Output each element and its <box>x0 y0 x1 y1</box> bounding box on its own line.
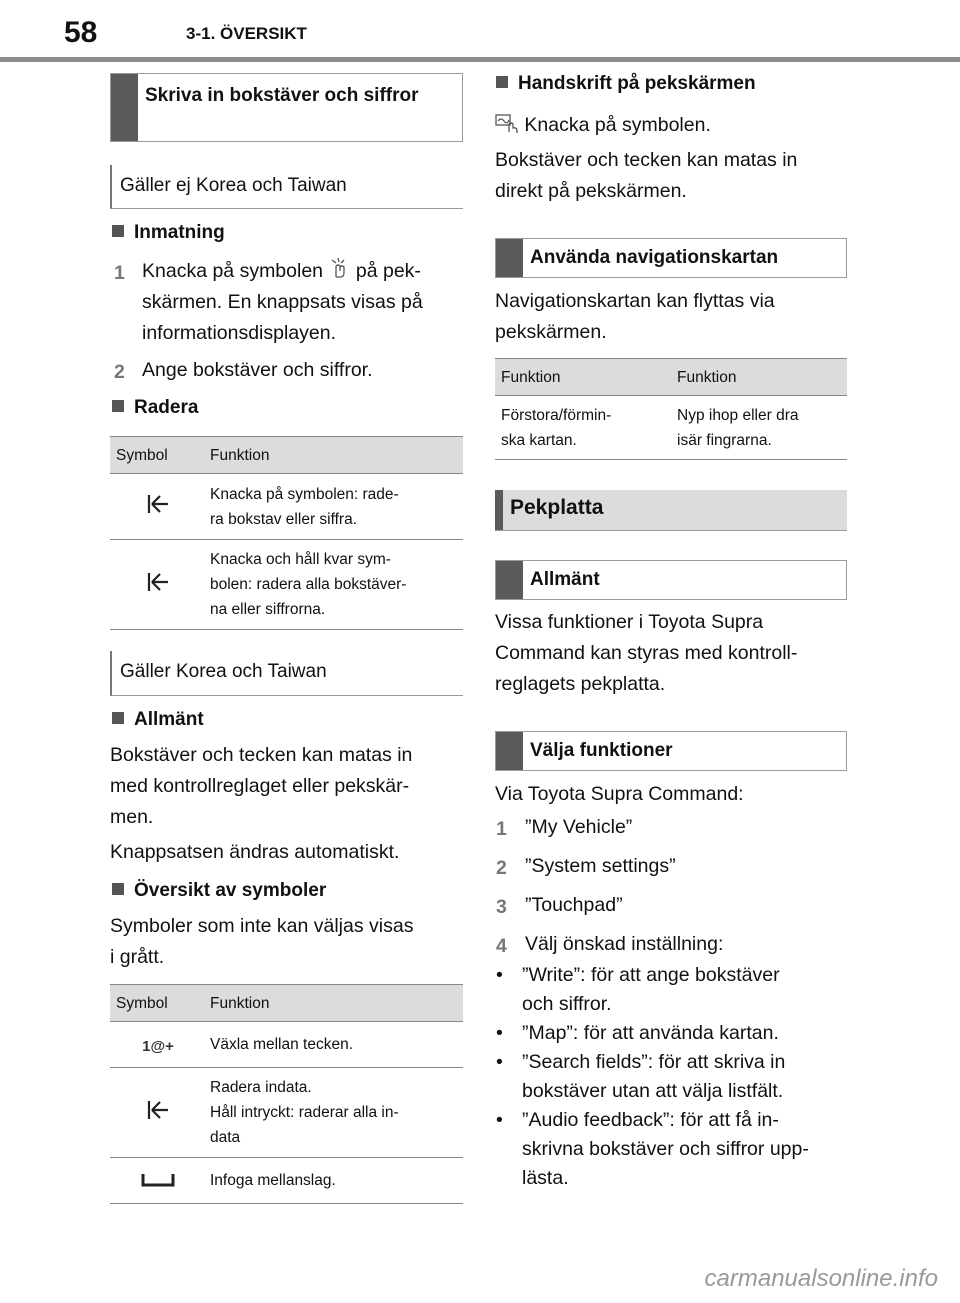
paragraph: Navigationskartan kan flyttas via pekskärmen. <box>495 290 775 343</box>
step-number: 2 <box>496 857 507 879</box>
table-row: Knacka och håll kvar sym- bolen: radera alla bokstäver- na eller siffrorna. <box>110 540 463 630</box>
heading-bar <box>496 732 523 770</box>
symbol-overview-table <box>110 984 463 1204</box>
note-box-korea <box>110 651 463 696</box>
paragraph: Bokstäver och tecken kan matas in med kontrollreglaget eller pekskär- men. <box>110 744 413 828</box>
heading-box-navigation <box>495 238 847 278</box>
heading-text: Skriva in bokstäver och siffror <box>145 85 419 106</box>
heading-text: Allmänt <box>530 569 600 590</box>
table-row: Förstora/förmin- ska kartan. Nyp ihop eller dra isär fingrarna. <box>495 396 847 460</box>
paragraph: Symboler som inte kan väljas visas i grått. <box>110 915 414 968</box>
note-text: Gäller Korea och Taiwan <box>120 661 327 682</box>
col-header-funktion: Funktion <box>495 359 671 396</box>
step-number: 2 <box>114 361 125 383</box>
heading-text: Använda navigationskartan <box>530 247 779 268</box>
subheading-inmatning: Inmatning <box>112 222 225 244</box>
step-text: Knacka på symbolen på pek- skärmen. En knappsats visas på informationsdisplayen. <box>142 256 472 349</box>
table-row: Knacka på symbolen: rade- ra bokstav eller siffra. <box>110 474 463 540</box>
subheading-oversikt: Översikt av symboler <box>112 880 326 902</box>
col-header-funktion: Funktion <box>204 985 463 1022</box>
navigation-table <box>495 358 847 460</box>
heading-box-skriva <box>110 73 463 142</box>
col-header-symbol: Symbol <box>110 985 204 1022</box>
heading-text: Pekplatta <box>510 496 604 519</box>
heading-text: Välja funktioner <box>530 740 673 761</box>
page-number: 58 <box>64 16 98 49</box>
step-number: 4 <box>496 935 507 957</box>
heading-bar <box>111 74 138 141</box>
step-number: 1 <box>496 818 507 840</box>
bullet-square-icon <box>112 712 124 724</box>
paragraph: Vissa funktioner i Toyota Supra Command kan styras med kontroll- reglagets pekplatta. <box>495 611 798 695</box>
space-icon <box>140 1168 176 1184</box>
table-row: 1@+ Växla mellan tecken. <box>110 1022 463 1068</box>
step-text: Välj önskad inställning: <box>525 933 724 955</box>
handwriting-icon <box>328 257 350 277</box>
heading-bar <box>495 490 503 530</box>
subheading-allmant: Allmänt <box>112 709 204 731</box>
header-divider <box>0 57 960 62</box>
heading-box-valja <box>495 731 847 771</box>
heading-bar <box>496 239 523 277</box>
backspace-icon <box>144 493 172 515</box>
step-text: ”My Vehicle” <box>525 816 633 838</box>
character-switch-icon: 1@+ <box>142 1037 174 1055</box>
table-row: Radera indata. Håll intryckt: raderar alla in- data <box>110 1068 463 1158</box>
step-text: ”System settings” <box>525 855 676 877</box>
note-box-not-korea <box>110 165 463 209</box>
paragraph: Via Toyota Supra Command: <box>495 783 744 805</box>
section-heading-pekplatta <box>495 490 847 531</box>
bullet-square-icon <box>496 76 508 88</box>
section-title: 3-1. ÖVERSIKT <box>186 24 307 43</box>
step-number: 1 <box>114 262 125 284</box>
table-row: Infoga mellanslag. <box>110 1158 463 1204</box>
watermark: carmanualsonline.info <box>704 1265 938 1292</box>
backspace-icon <box>144 571 172 593</box>
note-text: Gäller ej Korea och Taiwan <box>120 175 347 196</box>
subheading-radera: Radera <box>112 397 198 419</box>
col-header-symbol: Symbol <box>110 437 204 474</box>
col-header-funktion: Funktion <box>204 437 463 474</box>
subheading-handskrift: Handskrift på pekskärmen <box>496 73 756 95</box>
bullet-square-icon <box>112 883 124 895</box>
handwriting-pad-icon <box>495 112 519 134</box>
heading-bar <box>496 561 523 599</box>
radera-table <box>110 436 463 630</box>
bullet-square-icon <box>112 225 124 237</box>
col-header-funktion: Funktion <box>671 359 847 396</box>
backspace-icon <box>144 1099 172 1121</box>
tap-instruction: Knacka på symbolen. <box>495 110 711 141</box>
heading-box-allmant <box>495 560 847 600</box>
step-number: 3 <box>496 896 507 918</box>
paragraph: Bokstäver och tecken kan matas in direkt på pekskärmen. <box>495 149 798 202</box>
paragraph: Knappsatsen ändras automatiskt. <box>110 841 400 863</box>
bullet-square-icon <box>112 400 124 412</box>
step-text: Ange bokstäver och siffror. <box>142 359 373 381</box>
step-text: ”Touchpad” <box>525 894 623 916</box>
